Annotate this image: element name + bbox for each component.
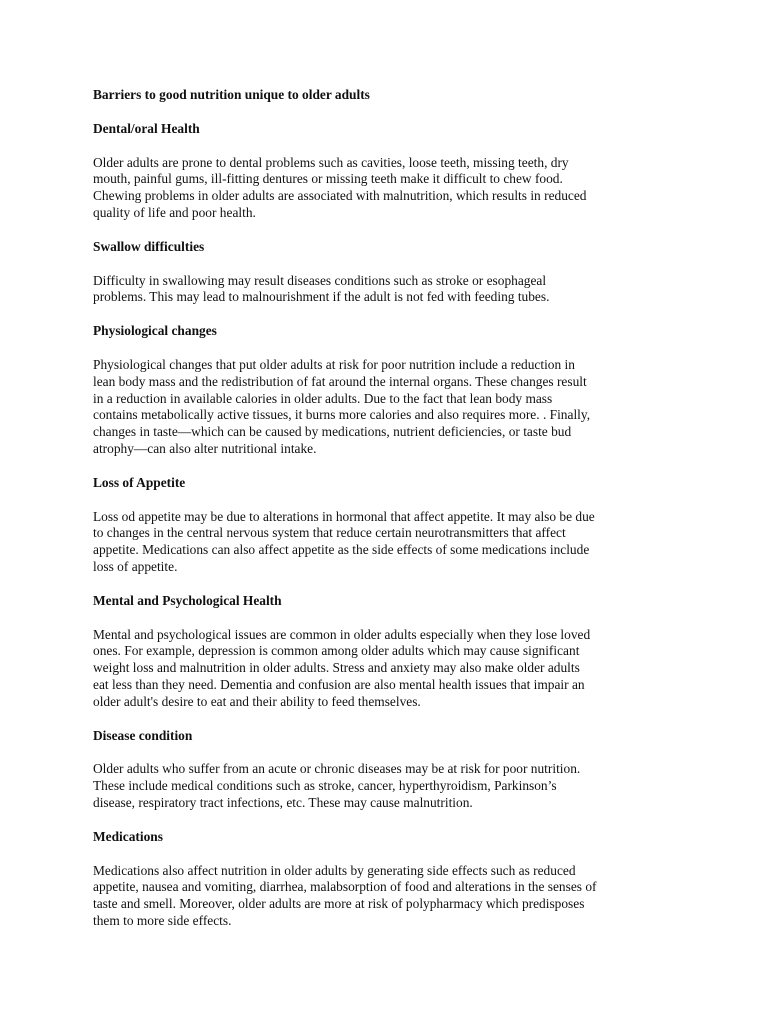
text-line: appetite. Medications can also affect appetite as the side effects of some medications include (93, 542, 590, 558)
text-line: eat less than they need. Dementia and confusion are also mental health issues that impair an (93, 676, 585, 692)
text-line: Chewing problems in older adults are associated with malnutrition, which results in reduced (93, 188, 587, 204)
section-body (93, 509, 683, 576)
text-line: atrophy—can also alter nutritional intake. (93, 440, 317, 456)
section-heading: Swallow difficulties (93, 238, 205, 254)
text-line: quality of life and poor health. (93, 204, 256, 220)
section-body (93, 761, 683, 811)
section-heading: Medications (93, 828, 163, 844)
text-line: taste and smell. Moreover, older adults are more at risk of polypharmacy which predisposes (93, 896, 585, 912)
section-heading: Loss of Appetite (93, 474, 186, 490)
section-physiological-changes (93, 323, 683, 458)
section-heading: Disease condition (93, 727, 193, 743)
text-line: them to more side effects. (93, 912, 232, 928)
text-line: These include medical conditions such as stroke, cancer, hyperthyroidism, Parkinson’s (93, 778, 557, 794)
section-heading: Mental and Psychological Health (93, 592, 282, 608)
text-line: to changes in the central nervous system that reduce certain neurotransmitters that affect (93, 525, 566, 541)
document-title: Barriers to good nutrition unique to older adults (93, 87, 370, 102)
section-disease-condition (93, 728, 683, 812)
section-heading: Dental/oral Health (93, 120, 200, 136)
text-line: in a reduction in available calories in older adults. Due to the fact that lean body mass (93, 390, 553, 406)
text-line: Physiological changes that put older adults at risk for poor nutrition include a reduction in (93, 356, 575, 372)
section-heading: Physiological changes (93, 323, 217, 339)
text-line: changes in taste—which can be caused by medications, nutrient deficiencies, or taste bud (93, 424, 572, 440)
section-dental-oral-health (93, 121, 683, 222)
text-line: weight loss and malnutrition in older adults. Stress and anxiety may also make older adults (93, 660, 580, 676)
section-loss-of-appetite (93, 475, 683, 576)
text-line: ones. For example, depression is common among older adults which may cause significant (93, 643, 580, 659)
text-line: Mental and psychological issues are common in older adults especially when they lose loved (93, 626, 591, 642)
text-line: loss of appetite. (93, 558, 178, 574)
text-line: Loss od appetite may be due to alterations in hormonal that affect appetite. It may also be due (93, 508, 595, 524)
text-line: Medications also affect nutrition in older adults by generating side effects such as reduced (93, 862, 576, 878)
section-swallow-difficulties (93, 239, 683, 306)
section-body (93, 863, 683, 930)
text-line: mouth, painful gums, ill-fitting dentures or missing teeth make it difficult to chew food. (93, 171, 563, 187)
text-line: older adult's desire to eat and their ability to feed themselves. (93, 693, 421, 709)
text-line: Older adults are prone to dental problems such as cavities, loose teeth, missing teeth, dry (93, 154, 569, 170)
section-medications (93, 829, 683, 930)
text-line: problems. This may lead to malnourishment if the adult is not fed with feeding tubes. (93, 289, 550, 305)
section-body (93, 627, 683, 711)
text-line: Difficulty in swallowing may result diseases conditions such as stroke or esophageal (93, 272, 547, 288)
text-line: Older adults who suffer from an acute or chronic diseases may be at risk for poor nutrition. (93, 761, 581, 777)
section-mental-psychological-health (93, 593, 683, 711)
section-body (93, 155, 683, 222)
text-line: contains metabolically active tissues, it burns more calories and also requires more. . Finally, (93, 407, 591, 423)
text-line: appetite, nausea and vomiting, diarrhea, malabsorption of food and alterations in the senses of (93, 879, 597, 895)
section-body (93, 273, 683, 307)
document-content (93, 87, 683, 947)
section-body (93, 357, 683, 458)
text-line: lean body mass and the redistribution of fat around the internal organs. These changes result (93, 373, 587, 389)
text-line: disease, respiratory tract infections, etc. These may cause malnutrition. (93, 794, 473, 810)
